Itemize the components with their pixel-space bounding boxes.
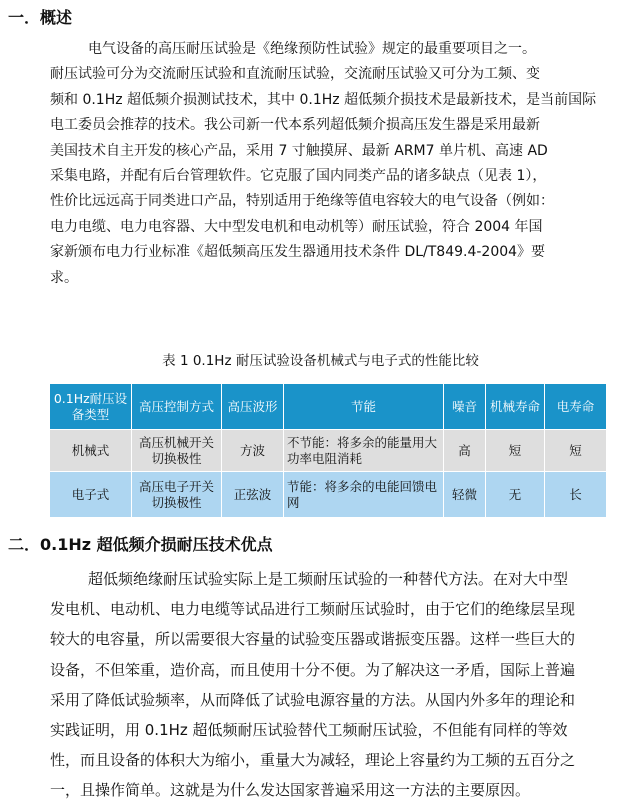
- text-line: 一，且操作简单。这就是为什么发达国家普遍采用这一方法的主要原因。: [50, 781, 531, 800]
- header-cell: 噪音: [444, 384, 486, 430]
- table-cell: 高压机械开关切换极性: [132, 430, 222, 472]
- text-line: 超低频绝缘耐压试验实际上是工频耐压试验的一种替代方法。在对大中型: [88, 570, 569, 588]
- text-line: 实践证明，用 0.1Hz 超低频耐压试验替代工频耐压试验，不但能有同样的等效: [50, 720, 568, 739]
- header-cell: 0.1Hz耐压设备类型: [50, 384, 132, 430]
- text-line: 性价比远远高于同类进口产品，特别适用于绝缘等值电容较大的电气设备（例如：: [50, 193, 554, 210]
- text-line: 性，而且设备的体积大为缩小，重量大为减轻，理论上容量约为工频的五百分之: [50, 751, 576, 770]
- text-line: 耐压试验可分为交流耐压试验和直流耐压试验，交流耐压试验又可分为工频、变: [50, 66, 540, 83]
- text-line: 求。: [50, 269, 78, 286]
- text-line: 频和 0.1Hz 超低频介损测试技术，其中 0.1Hz 超低频介损技术是最新技术，是当前国际: [50, 91, 597, 108]
- header-cell: 电寿命: [545, 384, 607, 430]
- table-cell: 高: [444, 430, 486, 472]
- table-cell: 长: [545, 472, 607, 518]
- table-cell: 无: [486, 472, 545, 518]
- table-cell: 不节能：将多余的能量用大功率电阻消耗: [284, 430, 444, 472]
- table-cell: 高压电子开关切换极性: [132, 472, 222, 518]
- header-cell: 高压控制方式: [132, 384, 222, 430]
- table-cell: 轻微: [444, 472, 486, 518]
- section1-heading: 一．概述: [8, 8, 73, 27]
- text-line: 家新颁布电力行业标准《超低频高压发生器通用技术条件 DL/T849.4-2004》要: [50, 244, 546, 261]
- table-row: [50, 430, 607, 472]
- text-line: 采集电路，并配有后台管理软件。它克服了国内同类产品的诸多缺点（见表 1），: [50, 167, 547, 184]
- text-line: 电力电缆、电力电容器、大中型发电机和电动机等）耐压试验，符合 2004 年国: [50, 218, 543, 235]
- text-line: 美国技术自主开发的核心产品，采用 7 寸触摸屏、最新 ARM7 单片机、高速 AD: [50, 142, 548, 159]
- header-cell: 节能: [284, 384, 444, 430]
- section2-heading: 二．0.1Hz 超低频介损耐压技术优点: [8, 535, 273, 554]
- table-cell: 正弦波: [222, 472, 284, 518]
- section1-paragraph: [50, 37, 620, 291]
- table-caption: 表 1 0.1Hz 耐压试验设备机械式与电子式的性能比较: [162, 353, 479, 369]
- text-line: 较大的电容量，所以需要很大容量的试验变压器或谐振变压器。这样一些巨大的: [50, 630, 576, 649]
- table-cell: 短: [545, 430, 607, 472]
- table-cell: 电子式: [50, 472, 132, 518]
- table-row: [50, 472, 607, 518]
- section2-paragraph: [50, 564, 620, 806]
- text-line: 电工委员会推荐的技术。我公司新一代本系列超低频介损高压发生器是采用最新: [50, 117, 540, 134]
- text-line: 设备，不但笨重，造价高，而且使用十分不便。为了解决这一矛盾，国际上普遍: [50, 660, 576, 679]
- header-cell: 机械寿命: [486, 384, 545, 430]
- table-cell: 机械式: [50, 430, 132, 472]
- text-line: 采用了降低试验频率，从而降低了试验电源容量的方法。从国内外多年的理论和: [50, 690, 576, 709]
- performance-comparison-table: [49, 383, 607, 518]
- table-cell: 节能：将多余的电能回馈电网: [284, 472, 444, 518]
- text-line: 电气设备的高压耐压试验是《绝缘预防性试验》规定的最重要项目之一。: [88, 41, 536, 57]
- header-cell: 高压波形: [222, 384, 284, 430]
- text-line: 发电机、电动机、电力电缆等试品进行工频耐压试验时，由于它们的绝缘层呈现: [50, 600, 576, 619]
- table-cell: 短: [486, 430, 545, 472]
- table-header-row: [50, 384, 607, 430]
- table-cell: 方波: [222, 430, 284, 472]
